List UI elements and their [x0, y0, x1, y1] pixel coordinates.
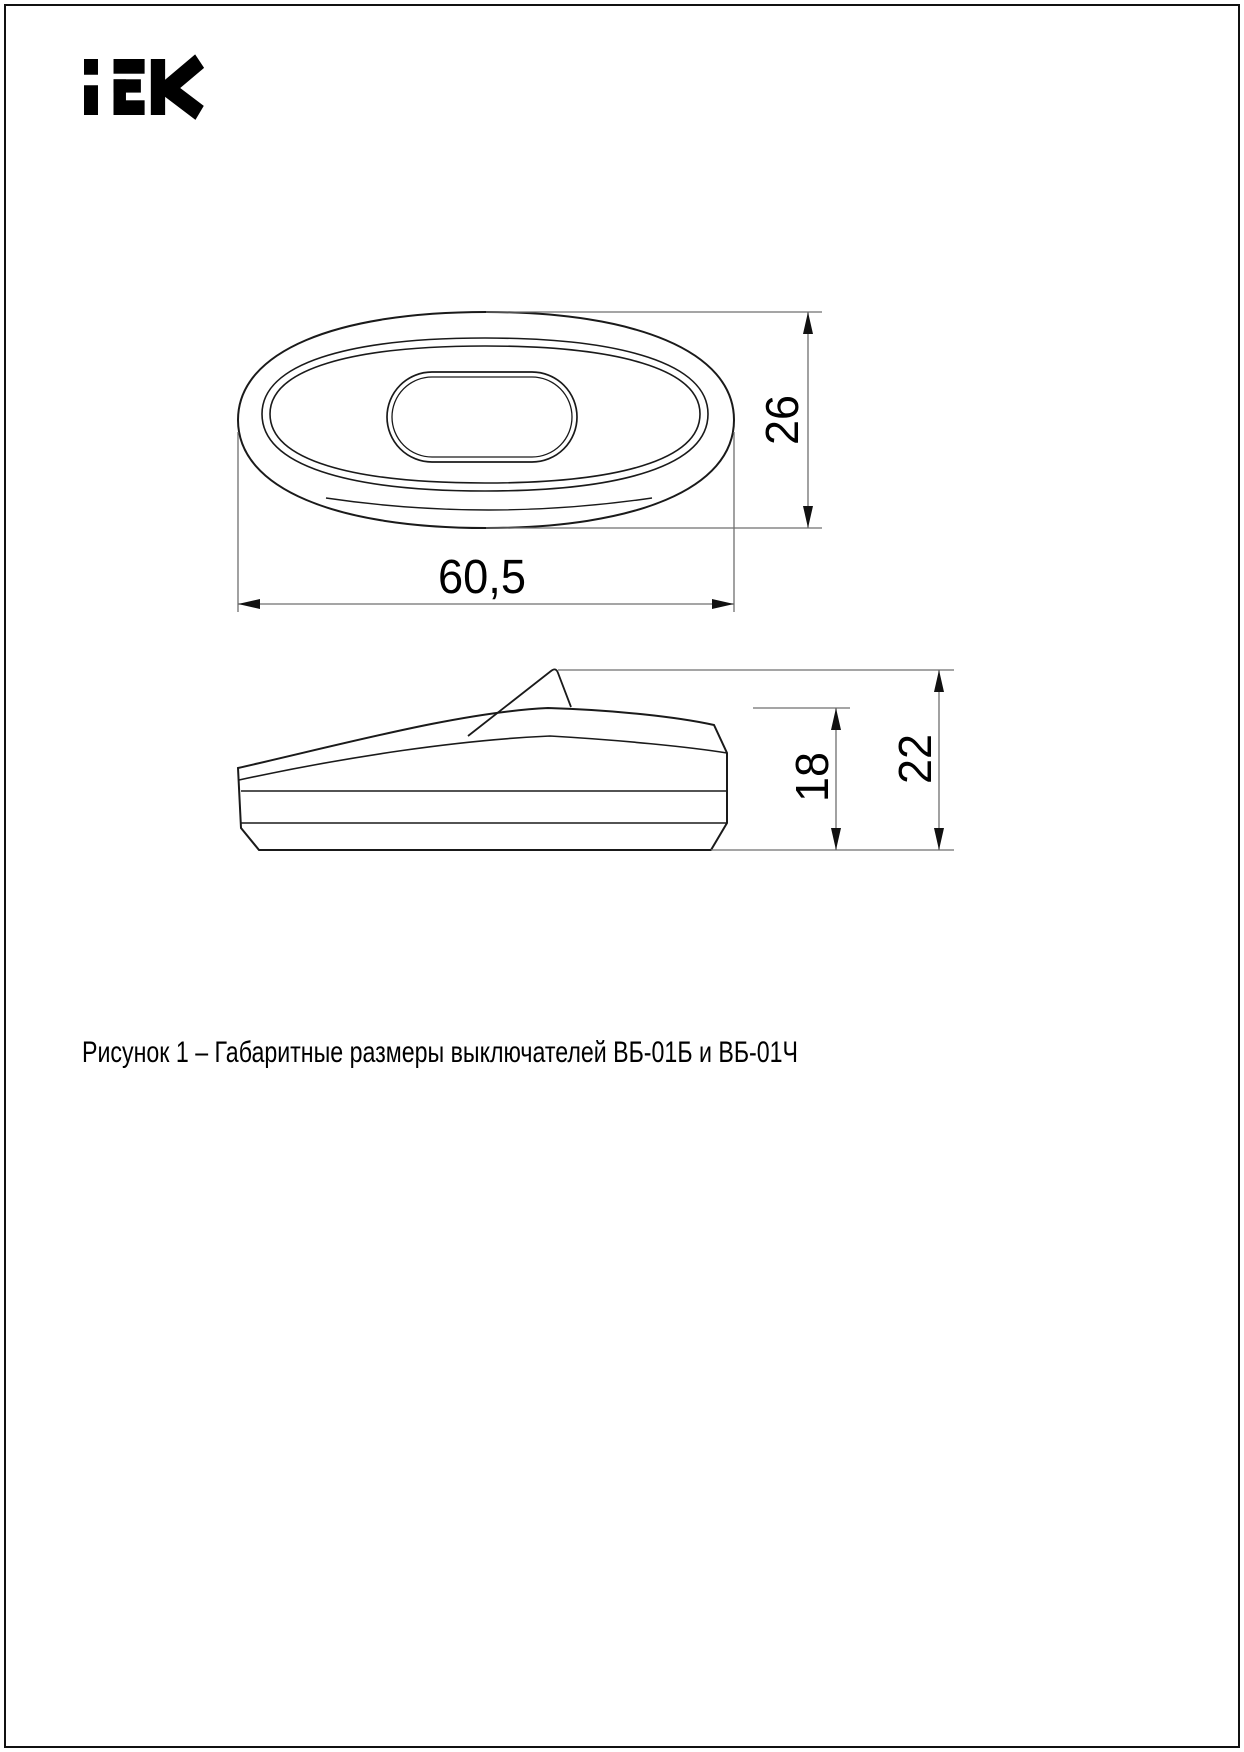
arrowhead-60-left [238, 599, 260, 609]
top-view-drawing [238, 312, 734, 528]
top-view-bottom-edge-line [326, 498, 652, 510]
top-view-ring-outer [262, 338, 708, 491]
dimension-label-26: 26 [756, 393, 808, 445]
logo-i-stem [84, 85, 98, 115]
dimension-label-60-5: 60,5 [438, 551, 526, 604]
logo-e-top [114, 59, 145, 74]
rocker-opening-outer [387, 372, 577, 462]
dimension-label-22: 22 [889, 732, 941, 784]
arrowhead-26-up [803, 312, 813, 334]
iek-logo [84, 59, 200, 115]
top-view-outer-outline [238, 312, 734, 528]
logo-e-mid [114, 79, 141, 92]
arrowhead-18-up [831, 708, 841, 730]
arrowhead-26-down [803, 506, 813, 528]
arrowhead-60-right [712, 599, 734, 609]
dimension-label-18: 18 [786, 750, 838, 802]
rocker-opening-inner [392, 377, 572, 457]
side-view-rocker-lever [468, 669, 571, 736]
arrowhead-18-down [831, 828, 841, 850]
side-view-shell-seam [239, 736, 727, 780]
side-view-drawing [238, 669, 727, 850]
arrowhead-22-up [934, 670, 944, 692]
arrowhead-22-down [934, 828, 944, 850]
logo-i-dot [84, 59, 98, 75]
side-view-body-outline [238, 708, 727, 850]
logo-e-bottom [114, 100, 145, 115]
logo-k-arms [167, 61, 199, 113]
figure-caption: Рисунок 1 – Габаритные размеры выключателей ВБ-01Б и ВБ-01Ч [82, 1036, 798, 1069]
